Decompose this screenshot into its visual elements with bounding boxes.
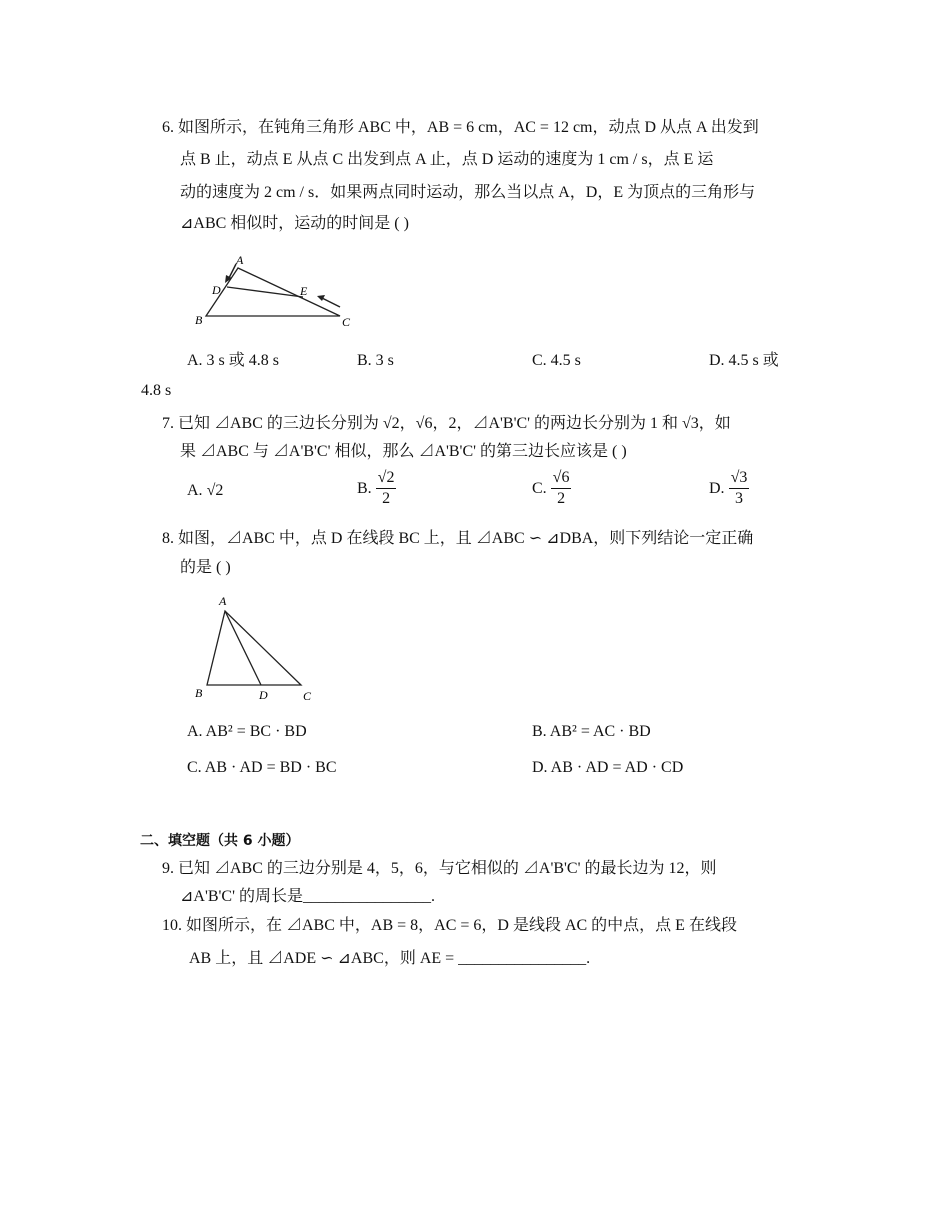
q6-line-4: ⊿ABC 相似时，运动的时间是 ( )	[180, 215, 409, 232]
fig-label-b: B	[195, 686, 203, 700]
q8-option-a[interactable]: A. AB² = BC · BD	[187, 723, 307, 740]
fig-label-b: B	[195, 313, 203, 327]
q8-triangle-figure	[188, 590, 323, 705]
fig-label-c: C	[303, 689, 312, 703]
q8-line-2: 的是 ( )	[180, 559, 231, 576]
fig-label-a: A	[236, 253, 244, 267]
fraction	[376, 468, 397, 509]
option-label: D.	[709, 479, 725, 497]
option-label: A.	[187, 482, 203, 499]
numerator: √6	[551, 468, 572, 489]
denominator: 2	[382, 490, 391, 507]
q10-line-1: 10. 如图所示，在 ⊿ABC 中，AB = 8，AC = 6，D 是线段 AC 的中点，点 E 在线段	[162, 917, 737, 934]
q9-line-2: ⊿A'B'C' 的周长是________________.	[180, 888, 435, 905]
q6-option-d[interactable]: D. 4.5 s 或	[709, 352, 779, 369]
q7-line-2: 果 ⊿ABC 与 ⊿A'B'C' 相似，那么 ⊿A'B'C' 的第三边长应该是 ( )	[180, 443, 627, 460]
numerator: √3	[729, 468, 750, 489]
q6-option-d-wrap: 4.8 s	[141, 382, 172, 399]
denominator: 2	[557, 490, 566, 507]
numerator: √2	[376, 468, 397, 489]
q7-option-c[interactable]	[532, 468, 571, 509]
fraction	[551, 468, 572, 509]
q6-line-1: 6. 如图所示，在钝角三角形 ABC 中，AB = 6 cm，AC = 12 cm，动点 D 从点 A 出发到	[162, 119, 759, 136]
q7-option-b[interactable]	[357, 468, 396, 509]
fig-label-c: C	[342, 315, 351, 329]
option-value: √2	[206, 482, 224, 499]
fraction	[729, 468, 750, 509]
q10-line-2: AB 上，且 ⊿ADE ∽ ⊿ABC，则 AE = ________________.	[189, 950, 591, 967]
q6-option-b[interactable]: B. 3 s	[357, 352, 394, 369]
q9-line-1: 9. 已知 ⊿ABC 的三边分别是 4，5，6，与它相似的 ⊿A'B'C' 的最长边为 12，则	[162, 860, 717, 877]
q7-line-1: 7. 已知 ⊿ABC 的三边长分别为 √2，√6，2，⊿A'B'C' 的两边长分别为 1 和 √3，如	[162, 415, 731, 432]
q8-option-b[interactable]: B. AB² = AC · BD	[532, 723, 651, 740]
q6-line-3: 动的速度为 2 cm / s．如果两点同时运动，那么当以点 A，D，E 为顶点的三角形与	[180, 184, 756, 201]
section-title: 二、填空题（共 6 小题）	[140, 833, 300, 849]
denominator: 3	[734, 490, 743, 507]
q8-option-c[interactable]: C. AB · AD = BD · BC	[187, 759, 337, 776]
q7-option-a[interactable]	[187, 481, 223, 501]
option-label: C.	[532, 479, 547, 497]
q7-option-d[interactable]	[709, 468, 749, 509]
q6-option-c[interactable]: C. 4.5 s	[532, 352, 581, 369]
q6-line-2: 点 B 止，动点 E 从点 C 出发到点 A 止，点 D 运动的速度为 1 cm / s，点 E 运	[180, 151, 714, 168]
fig-label-a: A	[219, 594, 227, 608]
q6-triangle-figure	[190, 250, 360, 335]
q8-line-1: 8. 如图，⊿ABC 中，点 D 在线段 BC 上，且 ⊿ABC ∽ ⊿DBA，则下列结论一定正确	[162, 530, 754, 547]
q8-option-d[interactable]: D. AB · AD = AD · CD	[532, 759, 684, 776]
fig-label-d: D	[212, 283, 221, 297]
fig-label-e: E	[300, 284, 308, 298]
q6-option-a[interactable]: A. 3 s 或 4.8 s	[187, 352, 280, 369]
fig-label-d: D	[259, 688, 268, 702]
option-label: B.	[357, 479, 372, 497]
